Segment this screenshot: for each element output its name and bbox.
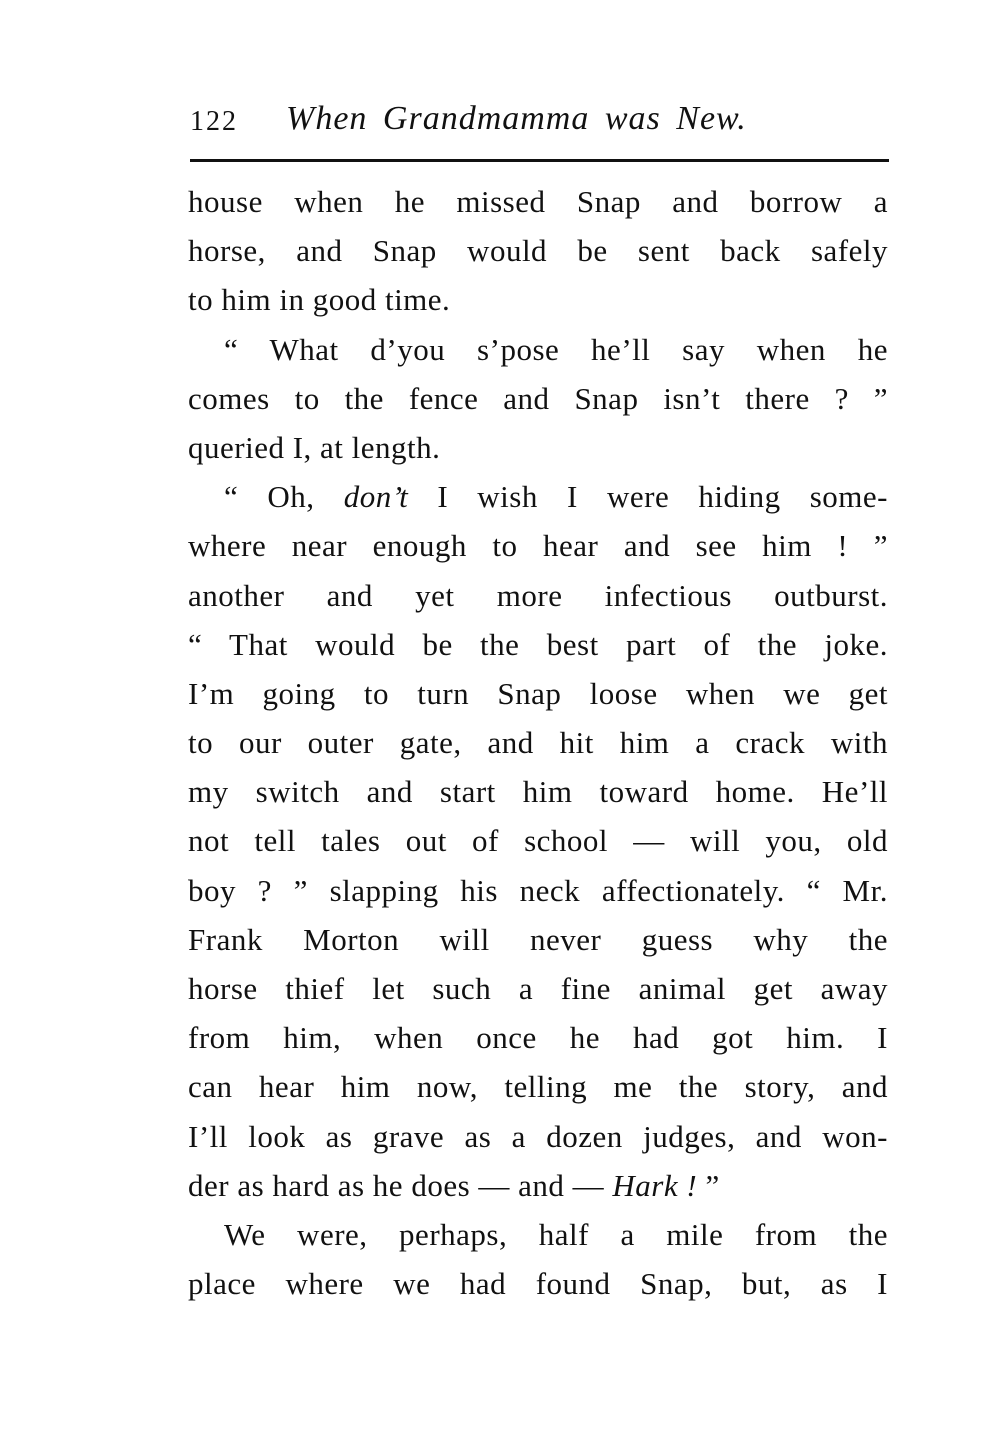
running-title: When Grandmamma was New. <box>286 100 747 137</box>
italic-emphasis: don’t <box>343 479 409 515</box>
text-line: from him, when once he had got him. I <box>188 1020 888 1056</box>
text-line: another and yet more infectious outburst. <box>188 577 888 613</box>
text-line: “ That would be the best part of the joke. <box>188 626 888 662</box>
text-line: horse thief let such a fine animal get away <box>188 971 888 1006</box>
text-run: der as hard as he does — and — <box>188 1167 613 1203</box>
text-line: where near enough to hear and see him ! ” <box>188 528 888 564</box>
text-line <box>188 472 888 521</box>
text-line: comes to the fence and Snap isn’t there ? ” <box>188 380 888 416</box>
running-head <box>190 100 890 144</box>
text-line: Frank Morton will never guess why the <box>188 921 888 957</box>
text-line: to our outer gate, and hit him a crack with <box>188 725 888 761</box>
header-rule <box>190 159 889 162</box>
text-line: to him in good time. <box>188 282 451 318</box>
text-line: I’ll look as grave as a dozen judges, and won- <box>188 1118 888 1154</box>
text-run: I wish I were hiding some- <box>408 479 888 515</box>
text-run: “ Oh, <box>224 479 344 515</box>
text-line: horse, and Snap would be sent back safely <box>188 233 888 269</box>
body-text <box>188 177 888 1308</box>
text-line: “ What d’you s’pose he’ll say when he <box>224 331 888 367</box>
text-line: my switch and start him toward home. He’ll <box>188 774 888 810</box>
text-line: house when he missed Snap and borrow a <box>188 184 888 219</box>
text-line <box>188 1161 888 1210</box>
text-line: can hear him now, telling me the story, and <box>188 1069 888 1105</box>
text-run: ” <box>697 1167 720 1203</box>
text-line: not tell tales out of school — will you, old <box>188 823 888 859</box>
text-line: queried I, at length. <box>188 429 441 465</box>
italic-emphasis: Hark ! <box>612 1167 698 1203</box>
text-line: boy ? ” slapping his neck affectionately. “ Mr. <box>188 872 888 908</box>
text-line: We were, perhaps, half a mile from the <box>224 1216 888 1252</box>
text-line: place where we had found Snap, but, as I <box>188 1266 888 1302</box>
page-number: 122 <box>190 106 238 137</box>
text-line: I’m going to turn Snap loose when we get <box>188 675 888 711</box>
